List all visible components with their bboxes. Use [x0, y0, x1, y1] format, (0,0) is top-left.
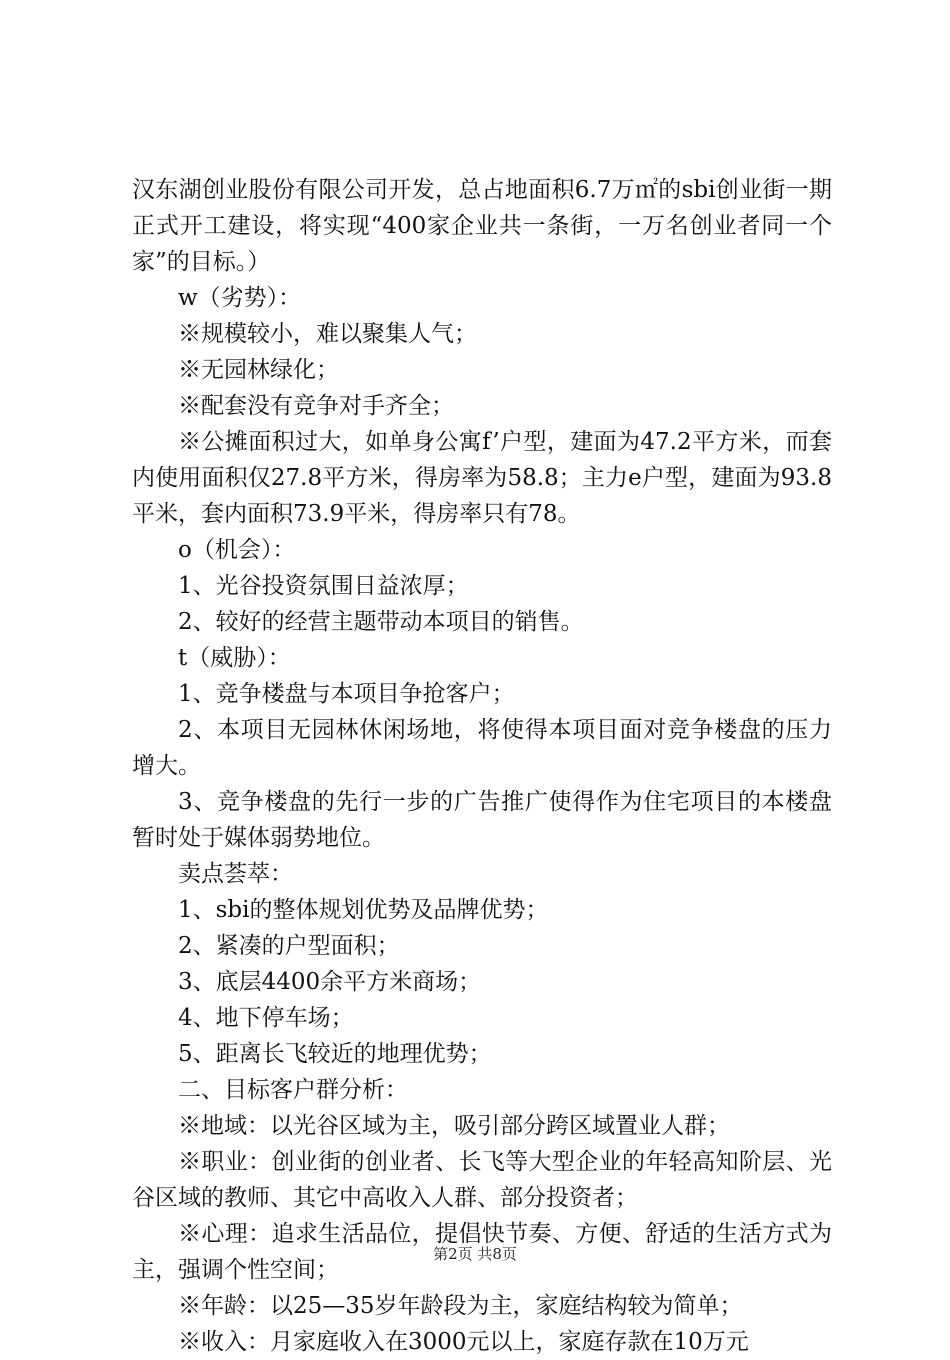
paragraph: 卖点荟萃： — [178, 861, 293, 887]
paragraph: ※年龄：以25—35岁年龄段为主，家庭结构较为简单； — [178, 1293, 743, 1319]
paragraph: ※心理：追求生活品位，提倡快节奏、方便、舒适的生活方式为主，强调个性空间； — [132, 1221, 832, 1283]
paragraph: ※收入：月家庭收入在3000元以上，家庭存款在10万元 — [178, 1329, 749, 1355]
paragraph: 二、目标客户群分析： — [178, 1077, 408, 1103]
paragraph: ※规模较小，难以聚集人气； — [178, 321, 477, 347]
page-footer: 第2页 共8页 — [433, 1245, 517, 1263]
paragraph: 3、底层4400余平方米商场； — [178, 969, 482, 995]
paragraph: t（威胁）： — [178, 645, 291, 671]
paragraph: 2、紧凑的户型面积； — [178, 933, 400, 959]
paragraph: ※职业：创业街的创业者、长飞等大型企业的年轻高知阶层、光谷区域的教师、其它中高收入人群、部分投资者； — [132, 1149, 832, 1211]
paragraph: o（机会）： — [178, 537, 296, 563]
paragraph: 1、sbi的整体规划优势及品牌优势； — [178, 897, 549, 923]
paragraph: w（劣势）： — [178, 285, 302, 311]
paragraph: 2、本项目无园林休闲场地，将使得本项目面对竞争楼盘的压力增大。 — [132, 717, 832, 779]
paragraph: ※配套没有竞争对手齐全； — [178, 393, 454, 419]
paragraph: ※地域：以光谷区域为主，吸引部分跨区域置业人群； — [178, 1113, 730, 1139]
paragraph: 4、地下停车场； — [178, 1005, 354, 1031]
paragraph: 5、距离长飞较近的地理优势； — [178, 1041, 492, 1067]
paragraph: ※无园林绿化； — [178, 357, 339, 383]
paragraph: 1、光谷投资氛围日益浓厚； — [178, 573, 469, 599]
paragraph: ※公摊面积过大，如单身公寓f’户型，建面为47.2平方米，而套内使用面积仅27.8平方米，得房率为58.8；主力e户型，建面为93.8平米，套内面积73.9平米，得房率只有78。 — [132, 429, 832, 527]
paragraph: 3、竞争楼盘的先行一步的广告推广使得作为住宅项目的本楼盘暂时处于媒体弱势地位。 — [132, 789, 832, 851]
document-body — [132, 172, 832, 1360]
paragraph: 2、较好的经营主题带动本项目的销售。 — [178, 609, 584, 635]
paragraph: 汉东湖创业股份有限公司开发，总占地面积6.7万㎡的sbi创业街一期正式开工建设，将实现“400家企业共一条街，一万名创业者同一个家”的目标。） — [132, 177, 832, 275]
paragraph: 1、竞争楼盘与本项目争抢客户； — [178, 681, 515, 707]
